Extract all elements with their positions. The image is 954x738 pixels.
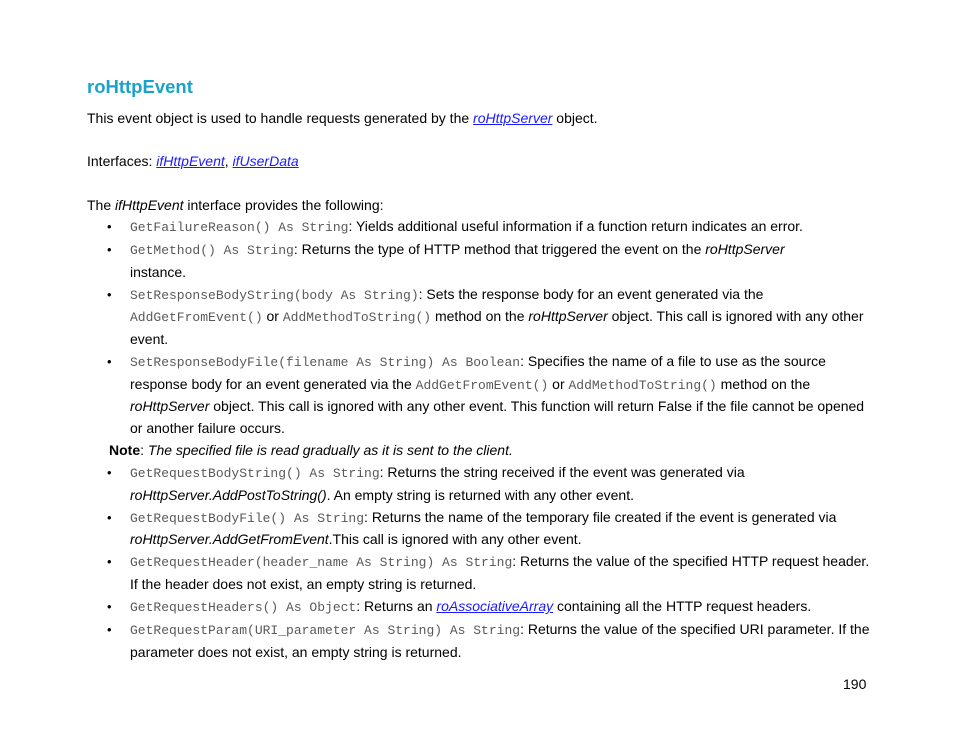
method-signature: SetResponseBodyFile(filename As String) As Boolean [130, 355, 521, 371]
method-description-end: containing all the HTTP request headers. [553, 598, 812, 615]
method-signature: GetRequestHeaders() As Object [130, 600, 357, 616]
provides-text-end: interface provides the following: [183, 197, 384, 213]
list-item [87, 619, 872, 663]
note [87, 440, 872, 462]
interfaces-line [87, 151, 299, 173]
interfaces-separator: , [224, 153, 233, 169]
inline-code: AddGetFromEvent() [130, 310, 263, 326]
method-description: : Returns the value of the specified URI parameter. If the parameter does not exist, an empty string is returned. [130, 621, 870, 660]
note-separator: : [140, 441, 148, 458]
ifUserData-link[interactable]: ifUserData [232, 153, 299, 169]
method-signature: GetRequestBodyFile() As String [130, 510, 365, 526]
method-description: : Specifies the name of a file to use as the source response body for an event generated via the [130, 353, 826, 392]
provides-line [87, 195, 384, 217]
note-label: Note [109, 441, 141, 458]
method-signature: GetFailureReason() As String [130, 220, 349, 235]
method-description: : Returns the string received if the event was generated via [379, 464, 745, 481]
method-description-end: instance. [130, 263, 187, 280]
method-signature: GetRequestBodyString() As String [130, 466, 380, 482]
method-description-mid: method on the [431, 308, 529, 325]
page-title: roHttpEvent [87, 76, 193, 97]
object-name: roHttpServer.AddGetFromEvent [130, 531, 329, 548]
method-description: : Returns the type of HTTP method that triggered the event on the [293, 241, 706, 258]
list-item [87, 351, 872, 439]
method-description-end: object. This call is ignored with any other event. [130, 308, 864, 347]
method-description: : Returns the value of the specified HTTP request header. If the header does not exist, an empty string is returned. [130, 553, 870, 592]
method-description: : Yields additional useful information if a function return indicates an error. [348, 218, 803, 234]
list-item [87, 216, 872, 239]
inline-code: AddGetFromEvent() [415, 377, 549, 393]
list-item [87, 239, 872, 283]
or-text: or [262, 308, 283, 325]
method-list [87, 216, 872, 664]
intro-paragraph [87, 108, 598, 130]
method-description: : Returns the name of the temporary file created if the event is generated via [364, 508, 837, 525]
object-name: roHttpServer [130, 398, 210, 415]
list-item [87, 551, 872, 595]
object-name: roHttpServer [528, 308, 608, 325]
provides-text: The [87, 197, 116, 213]
roHttpServer-link[interactable]: roHttpServer [473, 110, 553, 126]
method-signature: GetMethod() As String [130, 243, 294, 259]
inline-code: AddMethodToString() [282, 310, 432, 326]
interface-name: ifHttpEvent [115, 197, 184, 213]
intro-text-end: object. [552, 110, 598, 126]
intro-text: This event object is used to handle requests generated by the [87, 110, 474, 126]
list-item [87, 284, 872, 351]
method-description-end: .This call is ignored with any other event. [328, 531, 582, 548]
inline-code: AddMethodToString() [568, 377, 717, 393]
object-name: roHttpServer.AddPostToString() [130, 486, 327, 503]
ifHttpEvent-link[interactable]: ifHttpEvent [156, 153, 225, 169]
method-description-mid: method on the [716, 375, 811, 392]
method-description: : Sets the response body for an event generated via the [418, 285, 764, 302]
method-description-end: . An empty string is returned with any other event. [326, 486, 634, 503]
list-item [87, 596, 872, 619]
list-item [87, 462, 872, 506]
or-text: or [548, 375, 569, 392]
method-signature: SetResponseBodyString(body As String) [130, 287, 419, 303]
method-description-end: object. This call is ignored with any other event. This function will return False if the file cannot be opened or another failure occurs. [130, 398, 865, 436]
method-signature: GetRequestParam(URI_parameter As String) As String [130, 623, 521, 639]
object-name: roHttpServer [705, 241, 785, 258]
method-signature: GetRequestHeader(header_name As String) As String [130, 555, 513, 571]
list-item [87, 507, 872, 551]
interfaces-label: Interfaces: [87, 153, 157, 169]
roAssociativeArray-link[interactable]: roAssociativeArray [436, 598, 554, 615]
note-text: The specified file is read gradually as it is sent to the client. [147, 441, 513, 458]
page-number: 190 [843, 676, 867, 692]
method-description: : Returns an [356, 598, 437, 615]
